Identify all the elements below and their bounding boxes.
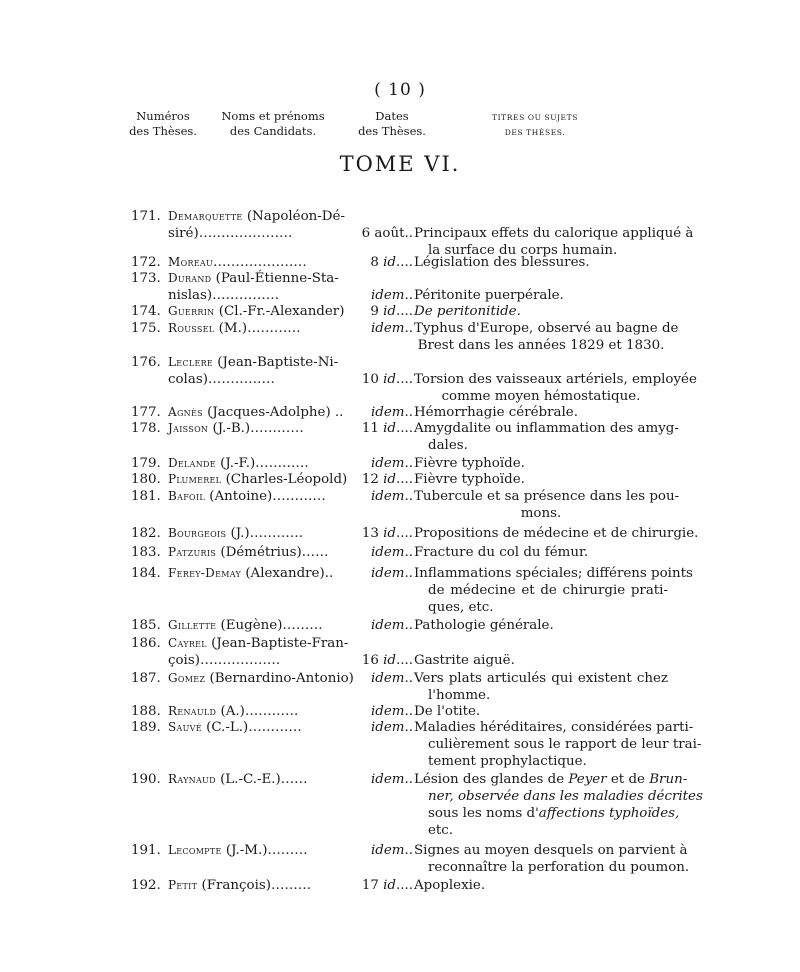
thesis-subject: Amygdalite ou inflammation des amyg-	[414, 421, 679, 436]
candidate-surname: Roussel	[168, 321, 215, 335]
page-number: ( 10 )	[374, 80, 426, 100]
thesis-subject: Brest dans les années 1829 et 1830.	[417, 338, 665, 353]
thesis-entry	[0, 635, 800, 669]
entry-line	[0, 287, 800, 304]
thesis-date: idem..	[371, 288, 413, 303]
header-line: Noms et prénoms	[221, 109, 325, 123]
thesis-subject: Maladies héréditaires, considérées parti-	[414, 720, 694, 735]
thesis-entry	[0, 270, 800, 304]
candidate-given-names: (L.-C.-E.)……	[215, 772, 308, 787]
thesis-date: idem..	[371, 405, 413, 420]
date-abbrev: id	[383, 526, 396, 541]
entry-line	[0, 254, 800, 271]
thesis-entry	[0, 208, 800, 259]
thesis-number: 189.	[131, 720, 161, 735]
date-abbrev: id	[383, 653, 396, 668]
candidate-given-names: (Alexandre)..	[241, 566, 334, 581]
thesis-date: idem..	[371, 618, 413, 633]
date-abbrev: idem	[371, 288, 405, 303]
thesis-subject: comme moyen hémostatique.	[441, 389, 641, 404]
thesis-subject: Torsion des vaisseaux artériels, employée	[414, 372, 697, 387]
entry-line	[0, 771, 800, 788]
entry-line	[0, 208, 800, 225]
tome-title: TOME VI.	[339, 152, 461, 176]
thesis-entry	[0, 404, 800, 421]
candidate-surname: Cayrel	[168, 636, 207, 650]
thesis-subject: culièrement sous le rapport de leur trai-	[428, 737, 702, 752]
candidate-name	[168, 354, 343, 371]
thesis-entry	[0, 354, 800, 405]
candidate-surname: Patzuris	[168, 545, 217, 559]
date-abbrev: id	[383, 421, 396, 436]
thesis-number: 172.	[131, 255, 161, 270]
thesis-subject: Fracture du col du fémur.	[414, 545, 589, 560]
candidate-surname: Sauvé	[168, 720, 202, 734]
candidate-given-names: (François)………	[197, 878, 312, 893]
thesis-date: 13 id....	[361, 526, 413, 541]
thesis-subject: Typhus d'Europe, observé au bagne de	[414, 321, 679, 336]
entry-line	[0, 471, 800, 488]
thesis-subject: Péritonite puerpérale.	[414, 288, 564, 303]
candidate-name	[168, 617, 343, 634]
candidate-name	[168, 877, 343, 894]
header-line: TITRES OU SUJETS	[492, 113, 578, 122]
candidate-surname: Petit	[168, 878, 198, 892]
thesis-number: 176.	[131, 355, 161, 370]
date-abbrev: idem	[371, 618, 405, 633]
thesis-subject: Hémorrhagie cérébrale.	[414, 405, 578, 420]
thesis-entry	[0, 877, 800, 894]
thesis-date: idem..	[371, 843, 413, 858]
thesis-entry	[0, 670, 800, 704]
date-abbrev: idem	[371, 321, 405, 336]
thesis-entry	[0, 471, 800, 488]
candidate-given-names: (A.)…………	[216, 704, 299, 719]
thesis-entry	[0, 703, 800, 720]
thesis-number: 191.	[131, 843, 161, 858]
thesis-number: 183.	[131, 545, 161, 560]
candidate-surname: Renauld	[168, 704, 217, 718]
thesis-subject: dales.	[428, 438, 468, 453]
thesis-entry	[0, 719, 800, 770]
entry-line	[0, 599, 800, 616]
date-abbrev: idem	[371, 704, 405, 719]
candidate-name	[168, 652, 343, 669]
candidate-surname: Delande	[168, 456, 216, 470]
candidate-surname: Ferey-Demay	[168, 566, 242, 580]
thesis-date: idem..	[371, 456, 413, 471]
candidate-name	[168, 525, 343, 542]
candidate-surname: Leclere	[168, 355, 214, 369]
date-abbrev: idem	[371, 720, 405, 735]
candidate-given-names: (Démétrius)……	[216, 545, 329, 560]
thesis-entry	[0, 617, 800, 634]
candidate-given-names: (M.)…………	[214, 321, 301, 336]
entry-line	[0, 455, 800, 472]
entry-line	[0, 822, 800, 839]
candidate-name	[168, 471, 348, 488]
header-line: Dates	[375, 109, 409, 123]
thesis-number: 186.	[131, 636, 161, 651]
italic-term: ner,	[428, 789, 454, 804]
candidate-name	[168, 320, 343, 337]
entry-line	[0, 703, 800, 720]
candidate-given-names: nislas)……………	[168, 288, 280, 303]
thesis-subject: Tubercule et sa présence dans les pou-	[414, 489, 680, 504]
entry-line	[0, 635, 800, 652]
candidate-given-names: …………………	[213, 255, 307, 270]
candidate-name	[168, 635, 349, 652]
candidate-surname: Lecompte	[168, 843, 222, 857]
entry-line	[0, 788, 800, 805]
date-abbrev: id	[383, 472, 396, 487]
thesis-subject: Gastrite aiguë.	[414, 653, 515, 668]
candidate-given-names: (J.)…………	[226, 526, 304, 541]
thesis-subject: l'homme.	[428, 688, 491, 703]
candidate-given-names: (Jacques-Adolphe) ..	[202, 405, 344, 420]
thesis-date: idem..	[371, 321, 413, 336]
candidate-surname: Bourgeois	[168, 526, 227, 540]
entry-line	[0, 270, 800, 287]
candidate-given-names: (J.-M.)………	[221, 843, 308, 858]
thesis-number: 180.	[131, 472, 161, 487]
entry-line	[0, 437, 800, 454]
candidate-given-names: (Paul-Étienne-Sta-	[211, 271, 339, 286]
thesis-number: 179.	[131, 456, 161, 471]
candidate-given-names: (Charles-Léopold)	[221, 472, 348, 487]
thesis-subject: Pathologie générale.	[414, 618, 554, 633]
candidate-surname: Plumerel	[168, 472, 222, 486]
thesis-subject: sous les noms d'affections typhoïdes,	[428, 806, 680, 821]
date-abbrev: idem	[371, 843, 405, 858]
date-abbrev: idem	[371, 566, 405, 581]
thesis-number: 181.	[131, 489, 161, 504]
date-abbrev: idem	[371, 405, 405, 420]
italic-term: observée dans les maladies décrites	[453, 789, 703, 804]
candidate-given-names: colas)……………	[168, 372, 275, 387]
thesis-subject: etc.	[428, 823, 454, 838]
entry-line	[0, 544, 800, 561]
thesis-date: 11 id....	[361, 421, 413, 436]
thesis-entry	[0, 842, 800, 876]
candidate-name	[168, 420, 343, 437]
italic-term: affections typhoïdes,	[538, 806, 680, 821]
thesis-subject: Principaux effets du calorique appliqué à	[414, 226, 694, 241]
entry-line	[0, 488, 800, 505]
entry-line	[0, 337, 800, 354]
thesis-subject: la surface du corps humain.	[428, 243, 618, 258]
candidate-name	[168, 254, 343, 271]
entry-line	[0, 565, 800, 582]
candidate-given-names: (Jean-Baptiste-Fran-	[206, 636, 349, 651]
entry-line	[0, 388, 800, 405]
date-abbrev: idem	[371, 489, 405, 504]
thesis-number: 171.	[131, 209, 161, 224]
date-abbrev: id	[383, 304, 396, 319]
thesis-number: 175.	[131, 321, 161, 336]
candidate-given-names: (Eugène)………	[216, 618, 323, 633]
entry-line	[0, 877, 800, 894]
thesis-subject: De peritonitide.	[414, 304, 521, 319]
entry-line	[0, 670, 800, 687]
date-abbrev: id	[383, 878, 396, 893]
thesis-number: 173.	[131, 271, 161, 286]
candidate-given-names: (Bernardino-Antonio)	[205, 671, 354, 686]
thesis-subject: Vers plats articulés qui existent chez	[414, 671, 668, 686]
thesis-entry	[0, 525, 800, 542]
thesis-subject: Apoplexie.	[414, 878, 486, 893]
thesis-entry	[0, 303, 800, 320]
thesis-number: 182.	[131, 526, 161, 541]
thesis-subject	[428, 788, 703, 805]
thesis-entry	[0, 488, 800, 522]
candidate-given-names: çois)………………	[168, 653, 281, 668]
header-line: des Thèses.	[358, 124, 426, 138]
thesis-subject: Inflammations spéciales; différens points	[414, 566, 693, 581]
candidate-name	[168, 670, 354, 687]
candidate-name	[168, 544, 343, 561]
thesis-subject: Lésion des glandes de Peyer et de Brun-	[414, 772, 688, 787]
candidate-given-names: (J.-B.)…………	[208, 421, 304, 436]
candidate-surname: Raynaud	[168, 772, 216, 786]
candidate-given-names: siré)…………………	[168, 226, 293, 241]
header-line: DES THÈSES.	[504, 128, 566, 137]
thesis-date: 16 id....	[361, 653, 413, 668]
date-abbrev: idem	[371, 772, 405, 787]
entry-line	[0, 687, 800, 704]
thesis-number: 187.	[131, 671, 161, 686]
thesis-number: 174.	[131, 304, 161, 319]
entry-line	[0, 805, 800, 822]
thesis-subject: mons.	[520, 506, 562, 521]
candidate-surname: Gillette	[168, 618, 217, 632]
entry-line	[0, 842, 800, 859]
candidate-name	[168, 371, 343, 388]
candidate-name	[168, 719, 343, 736]
thesis-date: 9 id....	[370, 304, 413, 319]
thesis-date: 6 août..	[361, 226, 413, 241]
candidate-given-names: (Napoléon-Dé-	[242, 209, 345, 224]
thesis-date: 10 id....	[361, 372, 413, 387]
candidate-name	[168, 270, 343, 287]
date-abbrev: id	[383, 255, 396, 270]
thesis-number: 184.	[131, 566, 161, 581]
thesis-subject: de médecine et de chirurgie prati-	[428, 583, 668, 598]
header-line: des Candidats.	[229, 124, 317, 138]
date-abbrev: idem	[371, 671, 405, 686]
entry-line	[0, 652, 800, 669]
thesis-date: idem..	[371, 545, 413, 560]
thesis-date: 8 id....	[370, 255, 413, 270]
candidate-name	[168, 842, 343, 859]
thesis-subject: reconnaître la perforation du poumon.	[428, 860, 690, 875]
thesis-entry	[0, 771, 800, 839]
entry-line	[0, 719, 800, 736]
thesis-entry	[0, 420, 800, 454]
thesis-date: idem..	[371, 671, 413, 686]
thesis-subject: tement prophylactique.	[428, 754, 587, 769]
candidate-surname: Guerrin	[168, 304, 215, 318]
entry-line	[0, 354, 800, 371]
candidate-name	[168, 303, 343, 320]
thesis-subject: Législation des blessures.	[414, 255, 590, 270]
candidate-given-names: (J.-F.)…………	[215, 456, 309, 471]
thesis-subject: Fièvre typhoïde.	[414, 456, 525, 471]
candidate-name	[168, 565, 343, 582]
candidate-surname: Gomez	[168, 671, 206, 685]
candidate-name	[168, 404, 343, 421]
italic-term: Peyer	[568, 772, 607, 787]
candidate-name	[168, 225, 343, 242]
candidate-given-names: (Jean-Baptiste-Ni-	[213, 355, 339, 370]
thesis-number: 185.	[131, 618, 161, 633]
entry-line	[0, 420, 800, 437]
candidate-name	[168, 703, 343, 720]
thesis-subject: De l'otite.	[414, 704, 481, 719]
thesis-date: idem..	[371, 704, 413, 719]
date-abbrev: idem	[371, 545, 405, 560]
candidate-name	[168, 208, 343, 225]
entry-line	[0, 404, 800, 421]
thesis-date: idem..	[371, 720, 413, 735]
thesis-date: idem..	[371, 489, 413, 504]
candidate-name	[168, 771, 343, 788]
thesis-entry	[0, 565, 800, 616]
thesis-number: 188.	[131, 704, 161, 719]
thesis-number: 178.	[131, 421, 161, 436]
candidate-surname: Bafoil	[168, 489, 205, 503]
header-line: Numéros	[136, 109, 190, 123]
candidate-given-names: (Cl.-Fr.-Alexander)	[214, 304, 345, 319]
thesis-number: 177.	[131, 405, 161, 420]
thesis-subject: Signes au moyen desquels on parvient à	[414, 843, 688, 858]
thesis-entry	[0, 544, 800, 561]
entry-line	[0, 753, 800, 770]
thesis-subject: ques, etc.	[428, 600, 494, 615]
entry-line	[0, 736, 800, 753]
thesis-entry	[0, 254, 800, 271]
thesis-entry	[0, 455, 800, 472]
entry-line	[0, 320, 800, 337]
thesis-date: 17 id....	[361, 878, 413, 893]
candidate-surname: Durand	[168, 271, 212, 285]
thesis-date: idem..	[371, 772, 413, 787]
entry-line	[0, 525, 800, 542]
candidate-name	[168, 287, 343, 304]
entry-line	[0, 617, 800, 634]
entry-line	[0, 582, 800, 599]
candidate-given-names: (Antoine)…………	[204, 489, 326, 504]
thesis-subject: Propositions de médecine et de chirurgie.	[414, 526, 699, 541]
candidate-surname: Demarquette	[168, 209, 243, 223]
thesis-number: 190.	[131, 772, 161, 787]
entry-line	[0, 371, 800, 388]
candidate-name	[168, 455, 343, 472]
candidate-given-names: (C.-L.)…………	[201, 720, 302, 735]
candidate-name	[168, 488, 343, 505]
thesis-date: idem..	[371, 566, 413, 581]
candidate-surname: Agnès	[168, 405, 203, 419]
candidate-surname: Moreau	[168, 255, 214, 269]
candidate-surname: Jaisson	[168, 421, 209, 435]
date-abbrev: id	[383, 372, 396, 387]
thesis-date: 12 id....	[361, 472, 413, 487]
entry-line	[0, 225, 800, 242]
header-line: des Thèses.	[129, 124, 197, 138]
entry-line	[0, 505, 800, 522]
entry-line	[0, 303, 800, 320]
date-abbrev: idem	[371, 456, 405, 471]
thesis-entry	[0, 320, 800, 354]
entry-line	[0, 859, 800, 876]
italic-term: Brun-	[649, 772, 688, 787]
thesis-subject: Fièvre typhoïde.	[414, 472, 525, 487]
thesis-number: 192.	[131, 878, 161, 893]
